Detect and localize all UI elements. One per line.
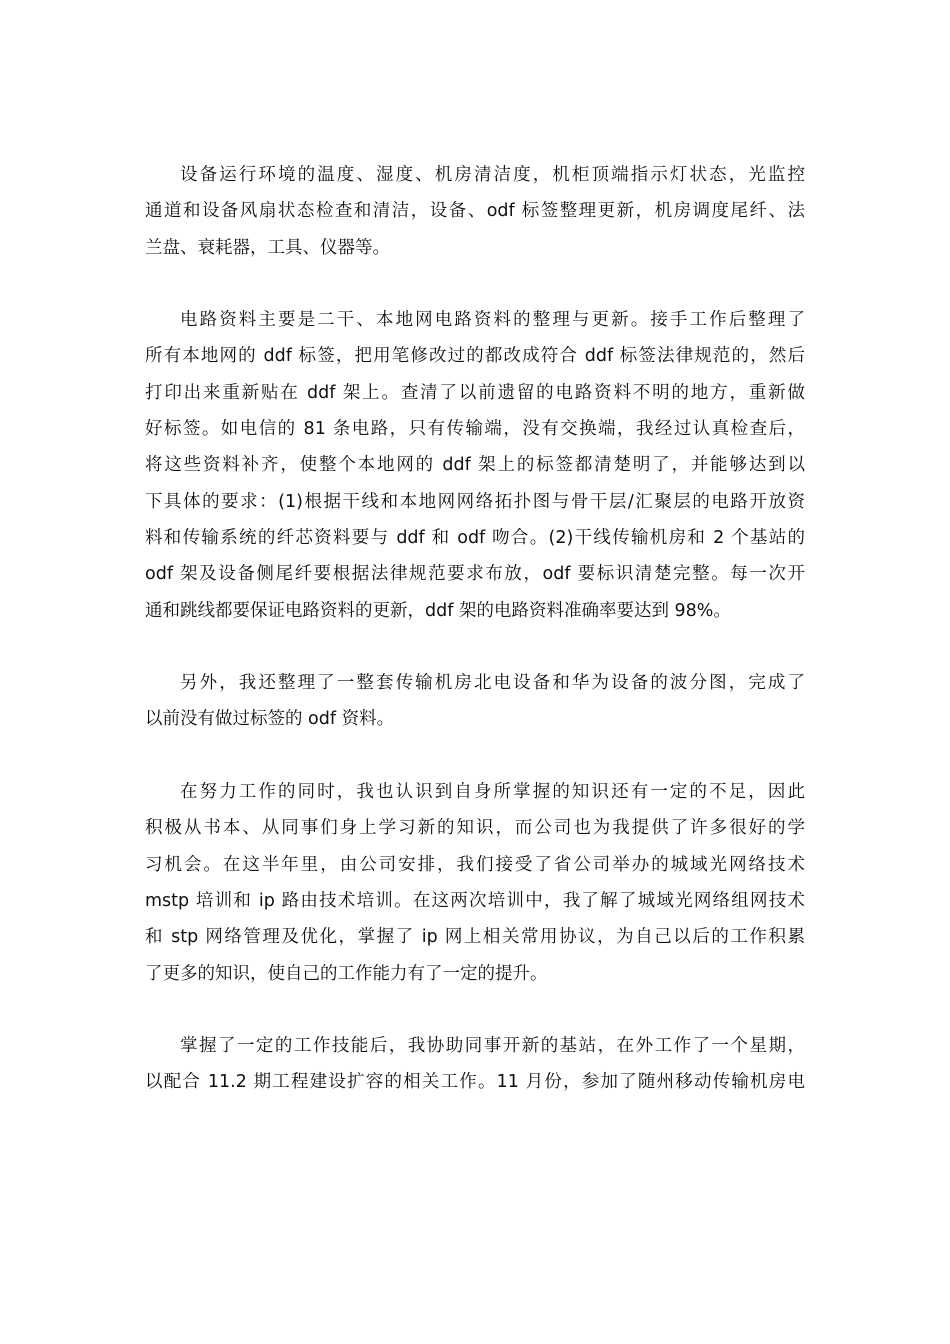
text-line: 电路资料主要是二干、本地网电路资料的整理与更新。接手工作后整理了: [180, 310, 805, 331]
text-line: 了更多的知识，使自己的工作能力有了一定的提升。: [145, 963, 548, 984]
text-line: 以配合 11.2 期工程建设扩容的相关工作。11 月份，参加了随州移动传输机房电: [145, 1072, 805, 1093]
text-line: 兰盘、衰耗器，工具、仪器等。: [145, 237, 390, 258]
text-line: 习机会。在这半年里，由公司安排，我们接受了省公司举办的城域光网络技术: [145, 854, 805, 875]
text-line: 下具体的要求：(1)根据干线和本地网网络拓扑图与骨干层/汇聚层的电路开放资: [145, 491, 805, 512]
text-line: 所有本地网的 ddf 标签，把用笔修改过的都改成符合 ddf 标签法律规范的，然后: [145, 346, 805, 367]
text-line: 通和跳线都要保证电路资料的更新，ddf 架的电路资料准确率要达到 98%。: [145, 600, 731, 621]
text-line: 以前没有做过标签的 odf 资料。: [145, 709, 395, 730]
paragraph-base-station: [145, 1028, 805, 1101]
text-line: 好标签。如电信的 81 条电路，只有传输端，没有交换端，我经过认真检查后，: [145, 419, 805, 440]
text-line: 掌握了一定的工作技能后，我协助同事开新的基站，在外工作了一个星期，: [180, 1036, 805, 1057]
document-body: [145, 157, 805, 1137]
paragraph-circuit-data: [145, 302, 805, 629]
paragraph-equipment-environment: [145, 157, 805, 266]
text-line: 打印出来重新贴在 ddf 架上。查清了以前遗留的电路资料不明的地方，重新做: [145, 382, 805, 403]
text-line: 在努力工作的同时，我也认识到自身所掌握的知识还有一定的不足，因此: [180, 782, 805, 803]
text-line: 积极从书本、从同事们身上学习新的知识，而公司也为我提供了许多很好的学: [145, 818, 805, 839]
paragraph-training: [145, 774, 805, 992]
text-line: odf 架及设备侧尾纤要根据法律规范要求布放，odf 要标识清楚完整。每一次开: [145, 564, 805, 585]
text-line: 和 stp 网络管理及优化，掌握了 ip 网上相关常用协议，为自己以后的工作积累: [145, 927, 805, 948]
text-line: mstp 培训和 ip 路由技术培训。在这两次培训中，我了解了城域光网络组网技术: [145, 890, 805, 911]
text-line: 通道和设备风扇状态检查和清洁，设备、odf 标签整理更新，机房调度尾纤、法: [145, 201, 805, 222]
paragraph-wavelength-diagram: [145, 665, 805, 738]
text-line: 将这些资料补齐，使整个本地网的 ddf 架上的标签都清楚明了，并能够达到以: [145, 455, 805, 476]
text-line: 另外，我还整理了一整套传输机房北电设备和华为设备的波分图，完成了: [180, 673, 805, 694]
text-line: 料和传输系统的纤芯资料要与 ddf 和 odf 吻合。(2)干线传输机房和 2 个基站的: [145, 527, 805, 548]
text-line: 设备运行环境的温度、湿度、机房清洁度，机柜顶端指示灯状态，光监控: [180, 165, 805, 185]
